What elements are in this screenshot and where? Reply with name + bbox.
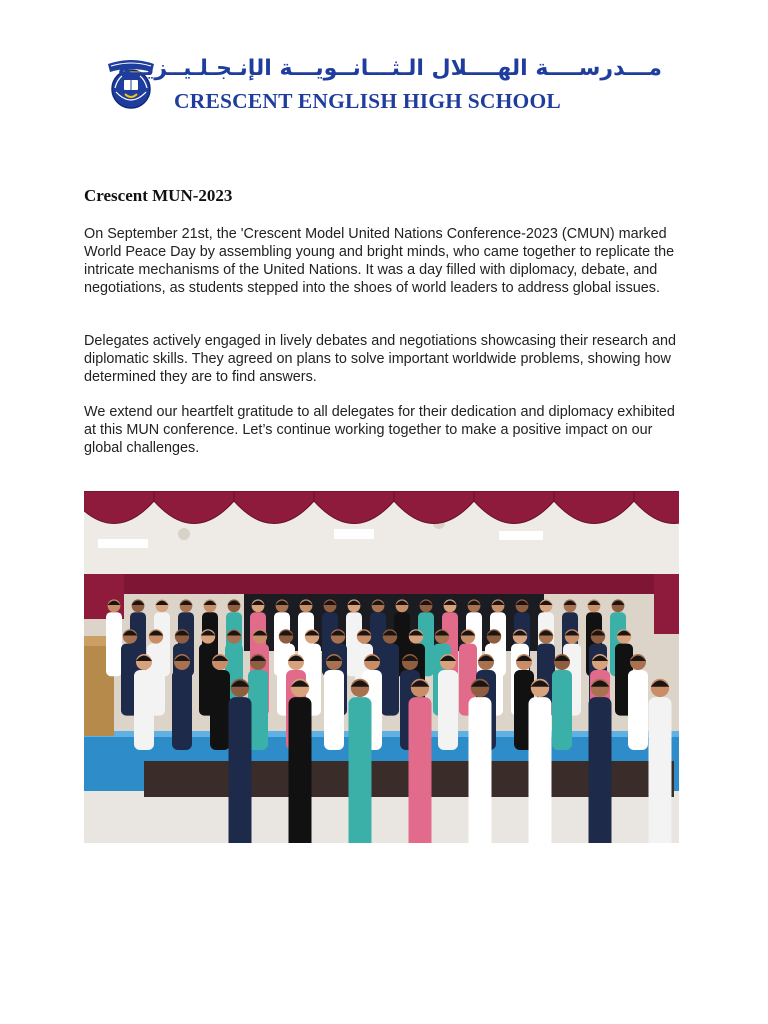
group-photo [84, 491, 679, 843]
article-title: Crescent MUN-2023 [84, 186, 233, 205]
group-photo-illustration [84, 491, 679, 843]
school-name-english: CRESCENT ENGLISH HIGH SCHOOL [174, 89, 561, 113]
article-paragraph-3: We extend our heartfelt gratitude to all delegates for their dedication and diplomacy exhibited at this MUN conference. Let’s continue working together to make a positive impact on our global challenges. [84, 404, 675, 456]
article-paragraph-1: On September 21st, the 'Crescent Model United Nations Conference-2023 (CMUN) marked World Peace Day by assembling young and bright minds, who came together to replicate the intricate mechanisms of the United Nations. It was a day filled with diplomacy, debate, and negotiations, as students stepped into the shoes of world leaders to address global issues. [84, 226, 675, 296]
article-paragraph-2: Delegates actively engaged in lively debates and negotiations showcasing their research and diplomatic skills. They agreed on plans to solve important worldwide problems, showing how determined they are to find answers. [84, 333, 676, 385]
school-header [100, 56, 662, 116]
school-name-arabic: مـــدرســــة الهــــلال الـثـــانــويـــة الإنـجـلـيــزيــة [117, 56, 662, 81]
